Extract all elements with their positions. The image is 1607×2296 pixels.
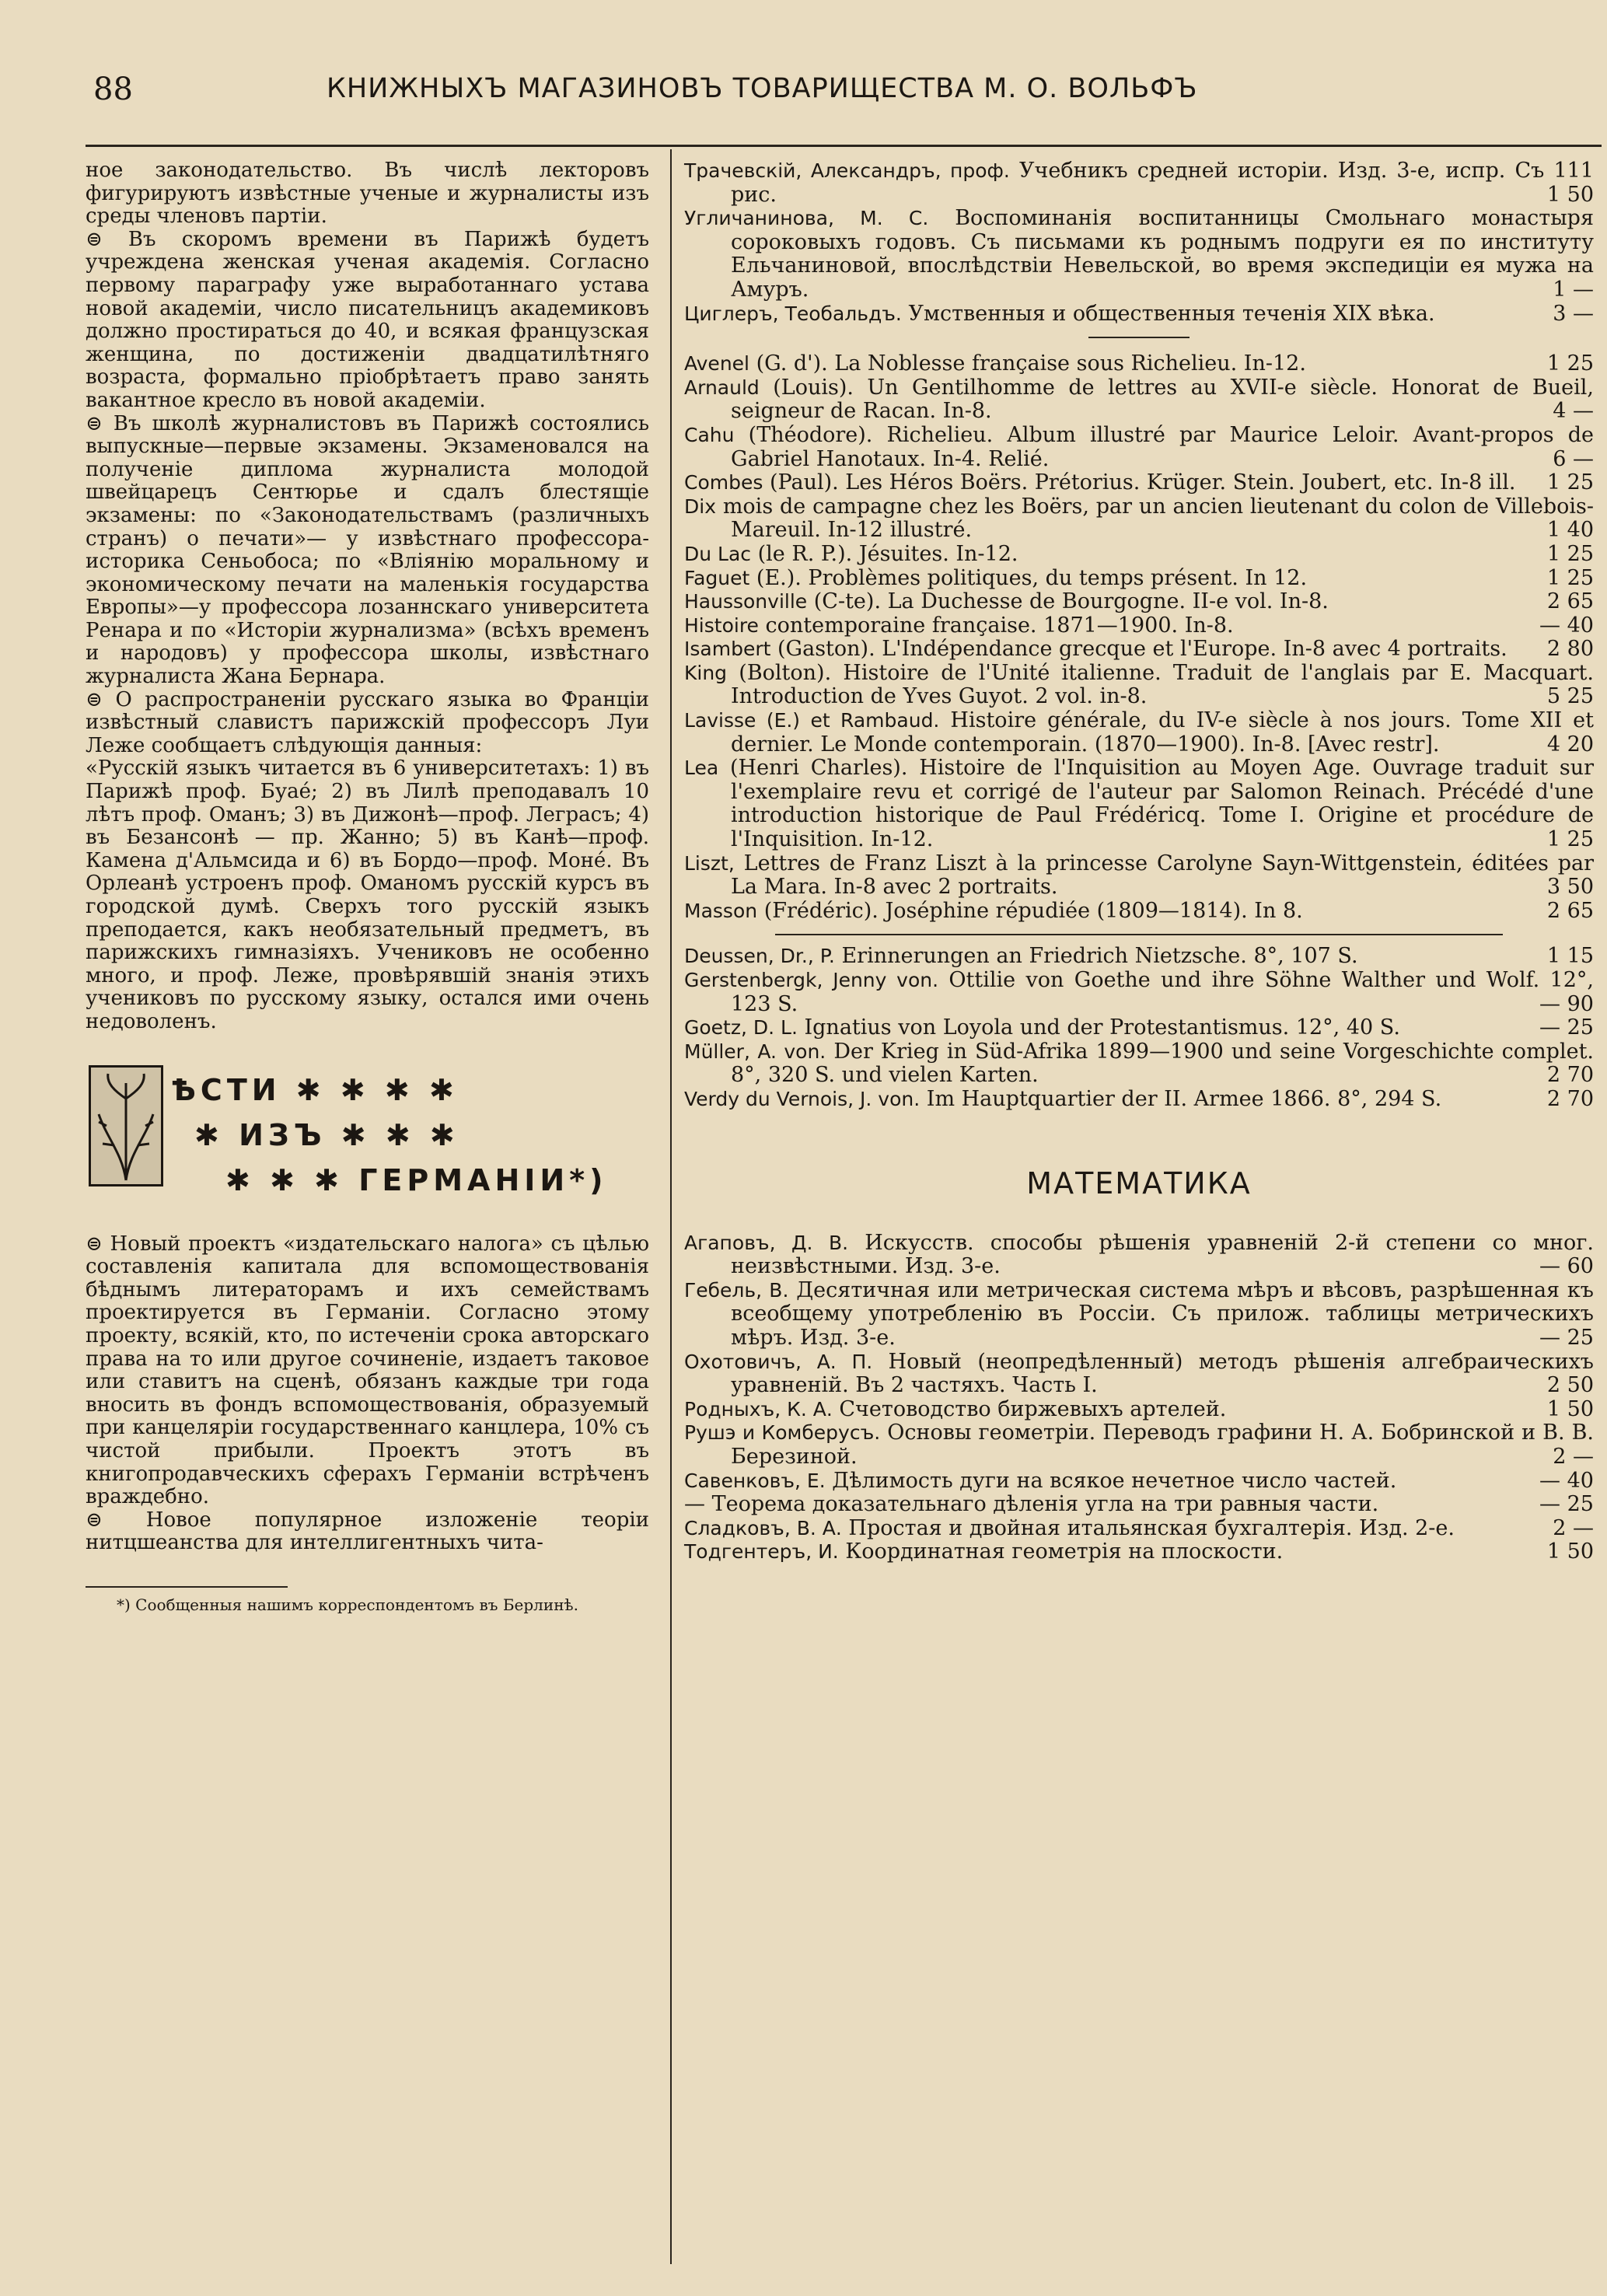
left-column <box>86 159 649 1614</box>
entry-price: 1 15 <box>1546 944 1594 969</box>
entry-author: Combes <box>684 471 763 494</box>
entry-author: Deussen, Dr., P. <box>684 945 835 968</box>
entry-title: Ottilie von Goethe und ihre Söhne Walther und Wolf. 12°, 123 S. <box>731 968 1594 1016</box>
entry-price: 1 50 <box>1546 1396 1594 1421</box>
catalog-entry <box>684 376 1594 424</box>
news-heading <box>86 1065 649 1221</box>
entry-price: 2 — <box>1553 1515 1594 1540</box>
footnote: *) Сообщенныя нашимъ корреспондентомъ въ Берлинѣ. <box>117 1595 578 1614</box>
russian-book-list <box>684 159 1594 326</box>
catalog-entry <box>684 352 1594 376</box>
catalog-entry <box>684 900 1594 924</box>
entry-author: Gerstenbergk, Jenny von. <box>684 969 939 991</box>
column-divider <box>670 149 672 2264</box>
entry-price: 2 70 <box>1546 1086 1594 1111</box>
paragraph: ⊜ Новый проектъ «издательскаго налога» съ цѣлью составленія капитала для вспомоществованія бѣднымъ литераторамъ и ихъ семействамъ проектируется въ Германіи. Согласно этому проекту, всякій, кто, по истеченіи срока авторскаго права на то или другое сочиненіе, издаетъ таковое или ставитъ на сценѣ, обязанъ каждые три года вносить въ фондъ вспомоществованія, образуемый при канцеляріи государственнаго канцлера, 10% съ чистой прибыли. Проектъ этотъ въ книгопродавческихъ сферахъ Германіи встрѣченъ враждебно. <box>86 1232 649 1509</box>
catalog-entry <box>684 1016 1594 1040</box>
catalog-entry <box>684 1540 1594 1564</box>
entry-price: 1 — <box>1553 277 1594 302</box>
entry-title: (G. d'). La Noblesse française sous Richelieu. In-12. <box>756 351 1306 376</box>
ornamental-initial-icon <box>89 1065 163 1186</box>
catalog-entry <box>684 159 1594 207</box>
entry-price: 1 25 <box>1546 470 1594 495</box>
entry-author: Сладковъ, В. А. <box>684 1516 842 1539</box>
catalog-entry <box>684 614 1594 638</box>
paragraph: ⊜ Въ скоромъ времени въ Парижѣ будетъ учреждена женская ученая академія. Согласно первому параграфу уже выработаннаго устава новой академіи, число писательницъ академиковъ должно простираться до 40, и всякая французская женщина, по достиженіи двадцатилѣтняго возраста, формально пріобрѣтаетъ право занять вакантное кресло въ новой академіи. <box>86 227 649 412</box>
entry-price: 2 50 <box>1546 1373 1594 1398</box>
entry-price: 2 — <box>1553 1444 1594 1469</box>
catalog-entry <box>684 945 1594 969</box>
entry-title: Счетоводство биржевыхъ артелей. <box>839 1396 1227 1421</box>
entry-author: Циглеръ, Теобальдъ. <box>684 302 902 325</box>
catalog-entry <box>684 757 1594 851</box>
entry-price: 2 80 <box>1546 637 1594 662</box>
entry-author: Arnauld <box>684 376 760 399</box>
entry-author: Histoire <box>684 613 759 637</box>
catalog-entry <box>684 1421 1594 1469</box>
entry-title: (Henri Charles). Histoire de l'Inquisition au Moyen Age. Ouvrage traduit sur l'exemplaire revu et corrigé de l'auteur par Salomon Reinach. Précédé d'une introduction historique de Paul Frédéricq. Tome I. Origine et procédure de l'Inquisition. In-12. <box>730 756 1594 852</box>
section-title: МАТЕМАТИКА <box>1026 1165 1252 1200</box>
entry-title: Histoire générale, du IV-e siècle à nos jours. Tome XII et dernier. Le Monde contemporain. (1870—1900). In-8. [Avec restr]. <box>731 708 1594 757</box>
entry-title: Im Hauptquartier der II. Armee 1866. 8°, 294 S. <box>926 1086 1442 1111</box>
entry-author: Агаповъ, Д. В. <box>684 1231 849 1254</box>
entry-title: (C-te). La Duchesse de Bourgogne. II-e vol. In-8. <box>813 589 1329 614</box>
catalog-entry <box>684 567 1594 591</box>
entry-author: Савенковъ, Е. <box>684 1469 826 1492</box>
entry-title: (le R. P.). Jésuites. In-12. <box>757 541 1018 566</box>
catalog-entry <box>684 302 1594 327</box>
news-heading-line-2: ✱ ИЗЪ ✱ ✱ ✱ <box>194 1117 459 1152</box>
paragraph: ное законодательство. Въ числѣ лекторовъ фигурируютъ извѣстные ученые и журналисты изъ среды членовъ партіи. <box>86 159 649 229</box>
catalog-entry <box>684 709 1594 757</box>
entry-author: Lavisse (E.) et Rambaud. <box>684 709 940 732</box>
entry-title: Умственныя и общественныя теченія XIX вѣка. <box>908 301 1435 326</box>
entry-title: (Louis). Un Gentilhomme de lettres au XVII-e siècle. Honorat de Bueil, seigneur de Racan. In-8. <box>731 375 1594 424</box>
catalog-entry <box>684 969 1594 1016</box>
entry-title: mois de campagne chez les Boërs, par un ancien lieutenant du colon de Villebois-Mareuil. In-12 illustré. <box>722 494 1594 543</box>
entry-price: 2 70 <box>1546 1063 1594 1088</box>
entry-price: 4 20 <box>1546 732 1594 757</box>
entry-title: Простая и двойная итальянская бухгалтерія. Изд. 2-е. <box>848 1515 1455 1540</box>
math-book-list <box>684 1232 1594 1564</box>
entry-title: — Теорема доказательнаго дѣленія угла на три равныя части. <box>684 1492 1379 1517</box>
entry-price: 1 50 <box>1546 1539 1594 1564</box>
entry-title: (E.). Problèmes politiques, du temps présent. In 12. <box>756 565 1308 590</box>
entry-price: 1 25 <box>1546 827 1594 852</box>
paragraph: ⊜ Въ школѣ журналистовъ въ Парижѣ состоялись выпускные—первые экзамены. Экзаменовался на полученіе диплома журналиста молодой швейцарецъ Сентюрье и сдалъ блестящіе экзамены: по «Законодательствамъ (различныхъ странъ) о печати»— у извѣстнаго профессора-историка Сеньобоса; по «Вліянію моральному и экономическому печати на маленькія государства Европы»—у профессора лозаннскаго университета Ренара и по «Исторіи журнализма» (всѣхъ временъ и народовъ) у профессора школы, извѣстнаго журналиста Жана Бернара. <box>86 411 649 689</box>
french-book-list <box>684 352 1594 923</box>
german-book-list <box>684 945 1594 1111</box>
entry-title: Воспоминанія воспитанницы Смольнаго монастыря сороковыхъ годовъ. Съ письмами къ роднымъ подруги ея по институту Ельчаниновой, впослѣдствіи Невельской, во время экспедиціи ея мужа на Амуръ. <box>731 206 1594 302</box>
entry-price: — 40 <box>1539 1468 1594 1493</box>
header-rule <box>86 145 1602 147</box>
catalog-entry <box>684 1040 1594 1088</box>
entry-author: Müller, A. von. <box>684 1040 826 1063</box>
entry-author: Masson <box>684 899 758 922</box>
catalog-entry <box>684 1398 1594 1422</box>
entry-price: — 25 <box>1539 1492 1594 1517</box>
catalog-entry <box>684 590 1594 614</box>
catalog-entry <box>684 1351 1594 1398</box>
entry-title: (Gaston). L'Indépendance grecque et l'Europe. In-8 avec 4 portraits. <box>777 637 1507 662</box>
entry-price: 1 25 <box>1546 541 1594 566</box>
catalog-entry <box>684 1493 1594 1517</box>
entry-price: — 90 <box>1539 991 1594 1016</box>
catalog-entry <box>684 662 1594 709</box>
entry-author: Dix <box>684 494 716 518</box>
entry-price: 1 25 <box>1546 351 1594 376</box>
entry-author: Трачевскій, Александръ, проф. <box>684 159 1010 182</box>
entry-title: (Paul). Les Héros Boërs. Prétorius. Krüger. Stein. Joubert, etc. In-8 ill. <box>769 470 1516 495</box>
entry-author: Угличанинова, М. С. <box>684 207 929 230</box>
entry-title: Erinnerungen an Friedrich Nietzsche. 8°, 107 S. <box>841 944 1358 969</box>
catalog-entry <box>684 207 1594 302</box>
entry-price: 6 — <box>1553 446 1594 471</box>
catalog-entry <box>684 543 1594 567</box>
entry-title: Ignatius von Loyola und der Protestantismus. 12°, 40 S. <box>804 1015 1400 1040</box>
section-rule <box>775 934 1503 935</box>
catalog-entry <box>684 638 1594 662</box>
running-title: КНИЖНЫХЪ МАГАЗИНОВЪ ТОВАРИЩЕСТВА М. О. ВОЛЬФЪ <box>327 73 1198 104</box>
right-column <box>684 159 1594 1564</box>
entry-title: Учебникъ средней исторіи. Изд. 3-е, испр. Съ 111 рис. <box>731 159 1594 207</box>
catalog-entry <box>684 1279 1594 1351</box>
entry-price: 2 65 <box>1546 589 1594 614</box>
entry-price: — 60 <box>1539 1254 1594 1279</box>
catalog-entry <box>684 1470 1594 1494</box>
entry-title: (Théodore). Richelieu. Album illustré par Maurice Leloir. Avant-propos de Gabriel Hanotaux. In-4. Relié. <box>731 422 1594 471</box>
entry-author: Avenel <box>684 352 749 376</box>
entry-title: Координатная геометрія на плоскости. <box>845 1539 1284 1564</box>
page-header <box>93 72 1555 118</box>
entry-author: Lea <box>684 757 719 780</box>
entry-author: Родныхъ, К. А. <box>684 1397 833 1421</box>
catalog-entry <box>684 1517 1594 1541</box>
entry-author: King <box>684 661 728 684</box>
catalog-entry <box>684 1232 1594 1279</box>
entry-author: Cahu <box>684 423 735 446</box>
entry-price: 2 65 <box>1546 898 1594 923</box>
entry-price: 5 25 <box>1546 684 1594 709</box>
entry-author: Verdy du Vernois, J. von. <box>684 1087 921 1110</box>
news-heading-line-1: ѢСТИ ✱ ✱ ✱ ✱ <box>171 1072 459 1107</box>
entry-price: 1 50 <box>1546 182 1594 207</box>
footnote-rule <box>86 1586 288 1588</box>
entry-title: Десятичная или метрическая система мѣръ и вѣсовъ, разрѣшенная къ всеобщему употребленію въ Россіи. Съ прилож. таблицы метрическихъ мѣръ. Изд. 3-е. <box>731 1277 1594 1350</box>
page-number: 88 <box>93 72 133 107</box>
entry-author: Isambert <box>684 638 771 661</box>
entry-price: — 25 <box>1539 1015 1594 1040</box>
entry-title: Der Krieg in Süd-Afrika 1899—1900 und seine Vorgeschichte complet. 8°, 320 S. und vielen Karten. <box>731 1039 1594 1088</box>
entry-author: Faguet <box>684 566 750 589</box>
entry-title: contemporaine française. 1871—1900. In-8. <box>765 613 1234 638</box>
entry-author: Гебель, В. <box>684 1278 789 1302</box>
entry-author: Рушэ и Комберусъ. <box>684 1421 881 1445</box>
paragraph: ⊜ Новое популярное изложеніе теоріи нитцшеанства для интеллигентныхъ чита- <box>86 1508 649 1555</box>
entry-price: 1 25 <box>1546 565 1594 590</box>
entry-author: Du Lac <box>684 542 752 565</box>
entry-title: Основы геометріи. Переводъ графини Н. А. Бобринской и В. В. Березиной. <box>731 1421 1594 1469</box>
entry-price: 4 — <box>1553 399 1594 424</box>
paragraph: ⊜ О распространеніи русскаго языка во Франціи извѣстный славистъ парижскій профессоръ Луи Леже сообщаетъ слѣдующія данныя: <box>86 687 649 757</box>
entry-price: — 25 <box>1539 1325 1594 1350</box>
entry-price: — 40 <box>1539 613 1594 638</box>
entry-author: Тодгентеръ, И. <box>684 1540 839 1564</box>
entry-author: Liszt, <box>684 851 735 875</box>
entry-title: Искусств. способы рѣшенія уравненій 2-й степени со мног. неизвѣстными. Изд. 3-е. <box>731 1230 1594 1279</box>
section-rule <box>1088 337 1190 338</box>
news-heading-line-3: ✱ ✱ ✱ ГЕРМАНІИ*) <box>225 1162 608 1197</box>
entry-title: Новый (неопредѣленный) методъ рѣшенія алгебраическихъ уравненій. Въ 2 частяхъ. Часть I. <box>731 1349 1594 1398</box>
entry-title: (Frédéric). Joséphine répudiée (1809—1814). In 8. <box>763 898 1303 923</box>
catalog-entry <box>684 495 1594 543</box>
entry-author: Goetz, D. L. <box>684 1016 798 1040</box>
entry-title: Lettres de Franz Liszt à la princesse Carolyne Sayn-Wittgenstein, éditées par La Mara. In-8 avec 2 portraits. <box>731 851 1594 900</box>
entry-price: 3 — <box>1553 301 1594 326</box>
entry-price: 1 40 <box>1546 518 1594 543</box>
catalog-entry <box>684 471 1594 495</box>
catalog-entry <box>684 424 1594 471</box>
catalog-entry <box>684 852 1594 900</box>
entry-title: Дѣлимость дуги на всякое нечетное число частей. <box>832 1468 1397 1493</box>
catalog-entry <box>684 1088 1594 1112</box>
entry-title: (Bolton). Histoire de l'Unité italienne. Traduit de l'anglais par E. Macquart. Introduction de Yves Guyot. 2 vol. in-8. <box>731 660 1594 709</box>
entry-price: 3 50 <box>1546 875 1594 900</box>
paragraph: «Русскій языкъ читается въ 6 университетахъ: 1) въ Парижѣ проф. Буаé; 2) въ Лилѣ преподавалъ 10 лѣтъ проф. Оманъ; 3) въ Дижонѣ—проф. Леграсъ; 4) въ Безансонѣ — пр. Жанно; 5) въ Канѣ—проф. Камена д'Альмсида и 6) въ Бордо—проф. Монé. Въ Орлеанѣ устроенъ проф. Оманомъ русскій курсъ въ городской думѣ. Сверхъ того русскій языкъ преподается, какъ необязательный предметъ, въ парижскихъ гимназіяхъ. Учениковъ не особенно много, и проф. Леже, провѣрявшій знанія этихъ учениковъ по русскому языку, остался ими очень недоволенъ. <box>86 757 649 1033</box>
entry-author: Haussonville <box>684 590 808 613</box>
entry-author: Охотовичъ, А. П. <box>684 1350 873 1373</box>
